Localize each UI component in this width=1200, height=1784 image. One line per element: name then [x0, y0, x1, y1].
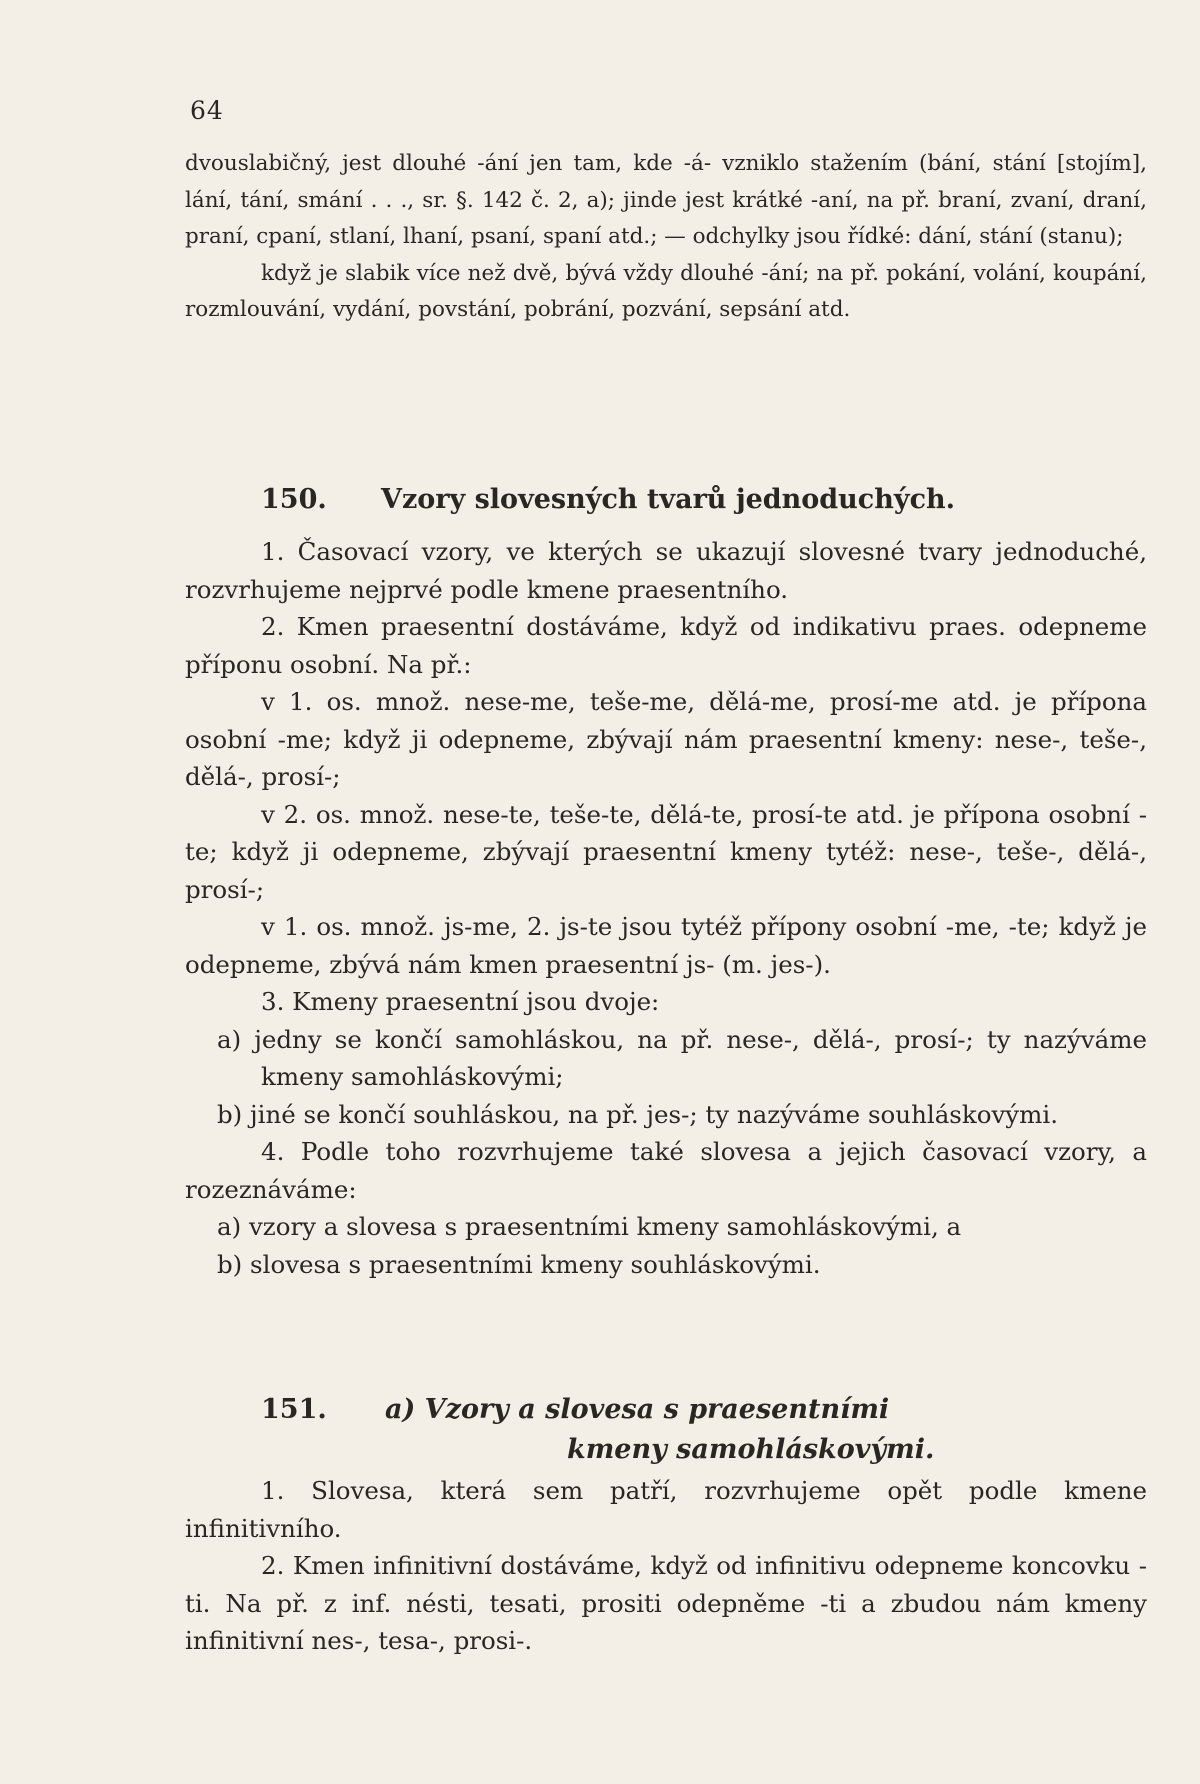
section-150-title: Vzory slovesných tvarů jednoduchých.: [381, 484, 956, 515]
paragraph-dvouslabicny: dvouslabičný, jest dlouhé -ání jen tam, kde -á- vzniklo stažením (bání, stání [stojím], lání, tání, smání . . ., sr. §. 142 č. 2, a); jinde jest krátké -aní, na př. braní, zvaní, draní, praní, cpaní, stlaní, lhaní, psaní, spaní atd.; — odchylky jsou řídké: dání, stání (stanu);: [185, 151, 1147, 249]
section-151-item-2: 2. Kmen infinitivní dostáváme, když od infinitivu odepneme koncovku -ti. Na př. z inf. nésti, tesati, prositi odepněme -ti a zbudou nám kmeny infinitivní nes-, tesa-, prosi-.: [185, 1551, 1147, 1655]
section-151-title-line2: kmeny samohláskovými.: [567, 1434, 935, 1465]
paragraph-slabik: když je slabik více než dvě, bývá vždy dlouhé -ání; na př. pokání, volání, koupání, rozmlouvání, vydání, povstání, pobrání, pozvání, sepsání atd.: [185, 260, 1147, 322]
top-paragraph: [185, 146, 1147, 329]
section-151-title-line1: a) Vzory a slovesa s praesentními: [385, 1394, 890, 1425]
section-151-number: 151.: [261, 1394, 327, 1425]
section-151-item-1: 1. Slovesa, která sem patří, rozvrhujeme opět podle kmene infinitivního.: [185, 1476, 1147, 1543]
section-150-item-1: 1. Časovací vzory, ve kterých se ukazují slovesné tvary jednoduché, rozvrhujeme nejprvé podle kmene praesentního.: [185, 537, 1147, 604]
section-150-item-2-os2: v 2. os. množ. nese-te, teše-te, dělá-te, prosí-te atd. je přípona osobní -te; když ji odepneme, zbývají praesentní kmeny tytéž: nese-, teše-, dělá-, prosí-;: [185, 799, 1147, 904]
section-150-item-4: 4. Podle toho rozvrhujeme také slovesa a jejich časovací vzory, a rozeznáváme:: [185, 1137, 1147, 1204]
page-number: 64: [190, 96, 224, 125]
section-150-item-2-os1: v 1. os. množ. nese-me, teše-me, dělá-me, prosí-me atd. je přípona osobní -me; když ji odepneme, zbývají nám praesentní kmeny: nese-, teše-, dělá-, prosí-;: [185, 687, 1147, 791]
section-150-item-3b: b) jiné se končí souhláskou, na př. jes-; ty nazýváme souhláskovými.: [217, 1099, 1059, 1129]
section-150-heading: [185, 484, 1147, 515]
section-150-item-2-js: v 1. os. množ. js-me, 2. js-te jsou tytéž přípony osobní -me, -te; když je odepneme, zbývá nám kmen praesentní js- (m. jes-).: [185, 912, 1147, 979]
section-150-item-4b: b) slovesa s praesentními kmeny souhláskovými.: [217, 1249, 821, 1279]
section-150-item-2: 2. Kmen praesentní dostáváme, když od indikativu praes. odepneme příponu osobní. Na př.:: [185, 612, 1147, 679]
section-150-item-3a: a) jedny se končí samohláskou, na př. nese-, dělá-, prosí-; ty nazýváme kmeny samohláskovými;: [217, 1024, 1147, 1091]
section-150-body: [185, 533, 1147, 1283]
section-151-body: [185, 1472, 1147, 1660]
section-150-item-3: 3. Kmeny praesentní jsou dvoje:: [261, 987, 660, 1016]
section-151-heading: [185, 1390, 1147, 1470]
section-150-item-4a: a) vzory a slovesa s praesentními kmeny samohláskovými, a: [217, 1212, 962, 1241]
section-150-number: 150.: [261, 484, 327, 515]
